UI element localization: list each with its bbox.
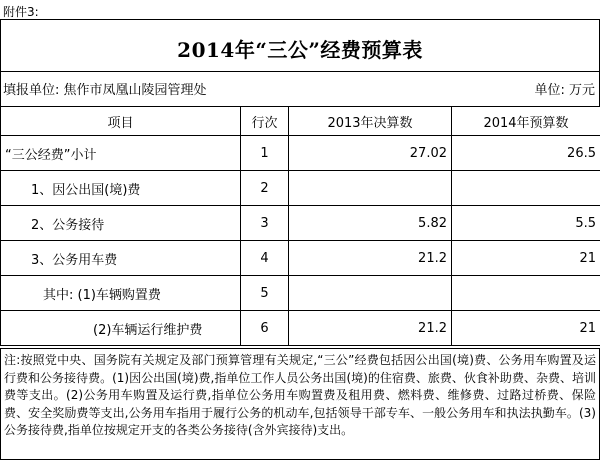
row-line: 2 — [241, 171, 289, 206]
page-title: 2014年“三公”经费预算表 — [177, 37, 423, 62]
currency-unit: 单位: 万元 — [534, 83, 595, 98]
row-line: 1 — [241, 136, 289, 171]
row-item: 3、公务用车费 — [1, 241, 241, 276]
row-line: 6 — [241, 311, 289, 346]
header-item: 项目 — [1, 107, 241, 136]
row-budget-2014: 26.5 — [452, 136, 600, 171]
row-budget-2014: 5.5 — [452, 206, 600, 241]
attachment-label: 附件3: — [3, 5, 39, 19]
budget-table — [0, 106, 600, 346]
row-budget-2014: 21 — [452, 241, 600, 276]
row-line: 5 — [241, 276, 289, 311]
footnote: 注:按照党中央、国务院有关规定及部门预算管理有关规定,“三公”经费包括因公出国(境)费、公务用车购置及运行费和公务接待费。(1)因公出国(境)费,指单位工作人员公务出国(境)的住宿费、旅费、伙食补助费、杂费、培训费等支出。(2)公务用车购置及运行费,指单位公务用车购置费及租用费、燃料费、维修费、过路过桥费、保险费、安全奖励费等支出,公务用车指用于履行公务的机动车,包括领导干部专车、一般公务用车和执法执勤车。(3)公务接待费,指单位按规定开支的各类公务接待(含外宾接待)支出。 — [0, 348, 600, 460]
table-row — [1, 206, 600, 241]
row-final-2013: 27.02 — [289, 136, 452, 171]
row-item: 1、因公出国(境)费 — [1, 171, 241, 206]
row-line: 3 — [241, 206, 289, 241]
row-item: “三公经费”小计 — [1, 136, 241, 171]
row-item: (2)车辆运行维护费 — [1, 311, 241, 346]
row-budget-2014 — [452, 171, 600, 206]
table-row — [1, 311, 600, 346]
row-final-2013: 5.82 — [289, 206, 452, 241]
row-budget-2014 — [452, 276, 600, 311]
row-item: 2、公务接待 — [1, 206, 241, 241]
row-line: 4 — [241, 241, 289, 276]
header-final-2013: 2013年决算数 — [289, 107, 452, 136]
header-budget-2014: 2014年预算数 — [452, 107, 600, 136]
row-final-2013 — [289, 171, 452, 206]
table-row — [1, 171, 600, 206]
row-final-2013: 21.2 — [289, 241, 452, 276]
row-item: 其中: (1)车辆购置费 — [1, 276, 241, 311]
row-final-2013: 21.2 — [289, 311, 452, 346]
reporting-unit: 填报单位: 焦作市凤凰山陵园管理处 — [3, 83, 207, 98]
header-line: 行次 — [241, 107, 289, 136]
row-final-2013 — [289, 276, 452, 311]
table-header-row — [1, 107, 600, 136]
row-budget-2014: 21 — [452, 311, 600, 346]
table-row — [1, 241, 600, 276]
table-row — [1, 136, 600, 171]
table-row — [1, 276, 600, 311]
